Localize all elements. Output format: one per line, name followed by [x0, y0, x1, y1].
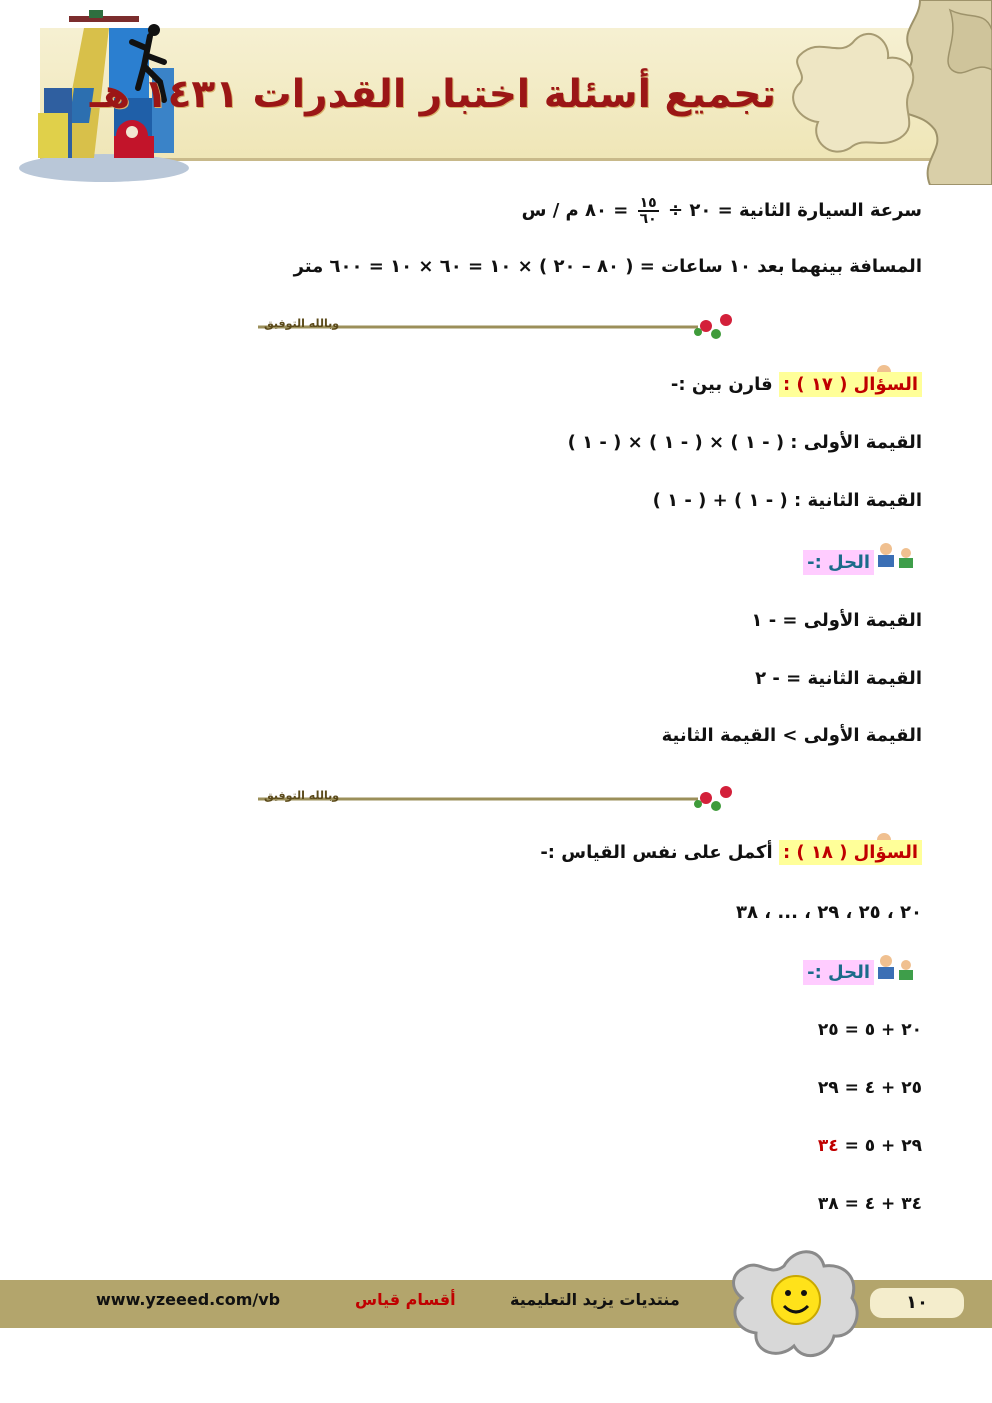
q18-label-text: السؤال ( ١٨ ) : — [782, 842, 918, 863]
footer-forum: منتديات يزيد التعليمية — [510, 1290, 680, 1309]
q18-header — [540, 842, 922, 863]
fraction-denominator: ٦٠ — [639, 211, 657, 227]
page-number: ١٠ — [870, 1288, 964, 1318]
footer-section: أقسام قياس — [355, 1290, 456, 1309]
q17-answer2: القيمة الثانية = - ٢ — [755, 668, 922, 689]
speed-suffix: = ٨٠ م / س — [521, 200, 629, 221]
q18-step1: ٢٠ + ٥ = ٢٥ — [817, 1020, 922, 1040]
q18-sequence: ٢٠ ، ٢٥ ، ٢٩ ، ... ، ٣٨ — [736, 902, 922, 923]
puzzle-pieces-decoration — [770, 0, 992, 185]
speed-line — [522, 196, 922, 226]
q18-solution-label: الحل :- — [803, 960, 874, 985]
q17-value2: القيمة الثانية : ( - ١ ) + ( - ١ ) — [652, 490, 922, 511]
page-header — [0, 0, 992, 190]
q18-step3-answer: ٣٤ — [817, 1136, 839, 1156]
q17-solution-label: الحل :- — [803, 550, 874, 575]
page-title: تجميع أسئلة اختبار القدرات ١٤٣١ هـ — [89, 72, 776, 117]
q18-step3-prefix: ٢٩ + ٥ = — [844, 1136, 922, 1156]
q18-prompt: أكمل على نفس القياس :- — [540, 842, 773, 863]
separator-label: وبالله التوفيق — [264, 317, 340, 330]
teacher-student-icon — [872, 540, 918, 570]
teacher-student-icon — [872, 952, 918, 982]
distance-line: المسافة بينهما بعد ١٠ ساعات = ( ٨٠ – ٢٠ ) × ١٠ = ٦٠ × ١٠ = ٦٠٠ متر — [293, 256, 922, 277]
q17-answer1: القيمة الأولى = - ١ — [751, 610, 922, 631]
q18-step3 — [818, 1136, 922, 1156]
q18-label — [779, 840, 922, 865]
q18-step2: ٢٥ + ٤ = ٢٩ — [817, 1078, 922, 1098]
speed-fraction — [638, 196, 659, 226]
q18-step4: ٣٤ + ٤ = ٣٨ — [817, 1194, 922, 1214]
fraction-numerator: ١٥ — [639, 195, 657, 211]
separator-label: وبالله التوفيق — [264, 789, 340, 802]
q18-solution-label-wrap — [803, 962, 874, 983]
q17-label — [779, 372, 922, 397]
smiley-puzzle-icon — [724, 1238, 864, 1366]
q17-prompt: قارن بين :- — [670, 374, 773, 395]
q17-value1: القيمة الأولى : ( - ١ ) × ( - ١ ) × ( - ١ ) — [567, 432, 922, 453]
speed-prefix: سرعة السيارة الثانية = ٢٠ ÷ — [668, 200, 922, 221]
q17-conclusion: القيمة الأولى > القيمة الثانية — [661, 725, 922, 746]
footer-url[interactable]: www.yzeeed.com/vb — [96, 1290, 281, 1309]
q17-solution-label-wrap — [803, 552, 874, 573]
q17-header — [671, 374, 922, 395]
q17-label-text: السؤال ( ١٧ ) : — [782, 374, 918, 395]
